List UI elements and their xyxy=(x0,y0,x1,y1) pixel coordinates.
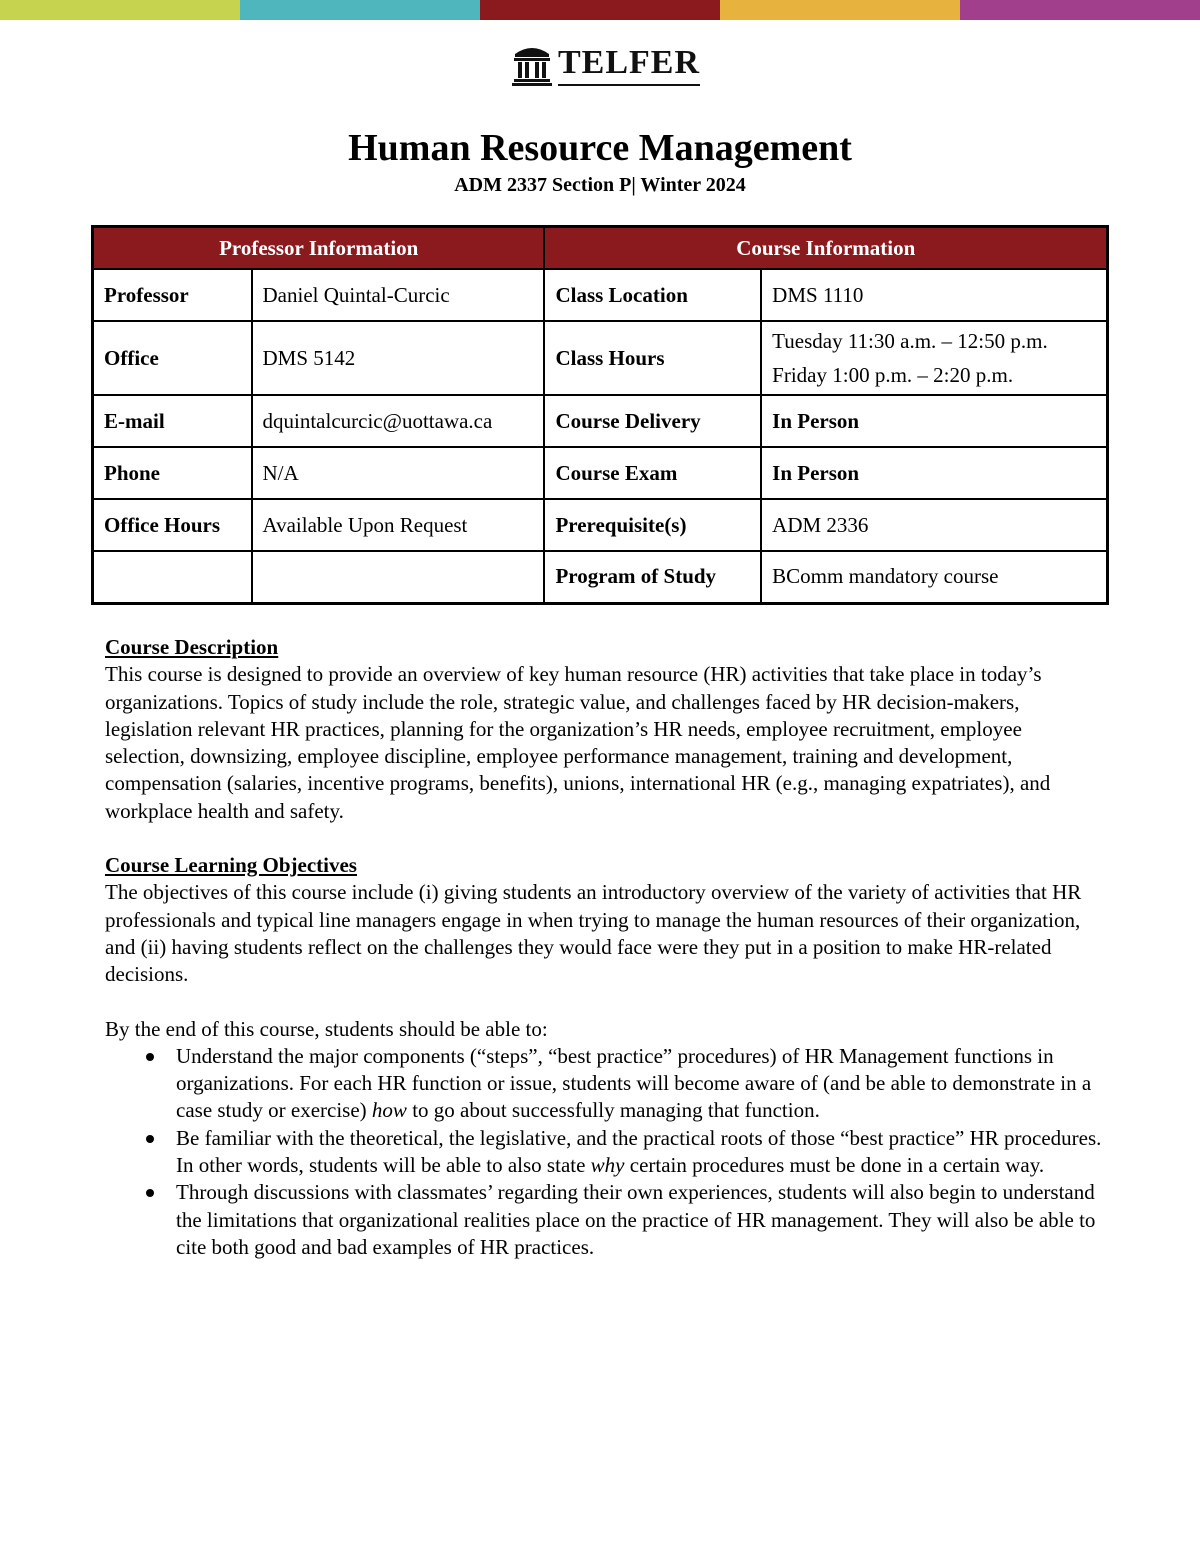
page-title: Human Resource Management xyxy=(348,127,852,169)
table-row xyxy=(93,269,1108,321)
color-segment xyxy=(720,0,960,20)
row-label: E-mail xyxy=(93,395,252,447)
class-hours-line: Friday 1:00 p.m. – 2:20 p.m. xyxy=(772,363,1014,387)
row-label: Phone xyxy=(93,447,252,499)
color-segment xyxy=(480,0,720,20)
class-hours-line: Tuesday 11:30 a.m. – 12:50 p.m. xyxy=(772,329,1048,353)
learning-objectives-text: The objectives of this course include (i) giving students an introductory overview of the variety of activities that HR professionals and typical line managers engage in when trying to manage the human resources of their organization, and (ii) having students reflect on the challenges they would face were they put in a position to make HR-related decisions. xyxy=(105,880,1082,987)
row-value: In Person xyxy=(761,447,1107,499)
logo-wordmark: TELFER xyxy=(558,46,700,86)
table-row xyxy=(93,447,1108,499)
row-value xyxy=(252,551,545,603)
row-value: Daniel Quintal-Curcic xyxy=(252,269,545,321)
row-label: Class Location xyxy=(544,269,761,321)
color-segment xyxy=(0,0,240,20)
objectives-intro: By the end of this course, students should be able to: xyxy=(105,1016,548,1041)
list-item: Through discussions with classmates’ regarding their own experiences, students will also begin to understand the limitations that organizational realities place on the practice of HR management. They will also be able to cite both good and bad examples of HR practices. xyxy=(176,1179,1105,1261)
row-value: DMS 5142 xyxy=(252,321,545,395)
course-info-table xyxy=(91,225,1109,605)
color-segment xyxy=(240,0,480,20)
course-description-heading: Course Description xyxy=(105,635,279,659)
table-row xyxy=(93,499,1108,551)
top-color-bar xyxy=(0,0,1200,20)
table-header-row xyxy=(93,227,1108,270)
row-label: Office Hours xyxy=(93,499,252,551)
row-value: In Person xyxy=(761,395,1107,447)
row-label xyxy=(93,551,252,603)
row-value: N/A xyxy=(252,447,545,499)
list-item: Understand the major components (“steps”, “best practice” procedures) of HR Management functions in organizations. For each HR function or issue, students will become aware of (and be able to demonstrate in a case study or exercise) how to go about successfully managing that function. xyxy=(176,1043,1105,1125)
class-hours-value xyxy=(761,321,1107,395)
row-label: Professor xyxy=(93,269,252,321)
course-info-header: Course Information xyxy=(544,227,1107,270)
row-label: Program of Study xyxy=(544,551,761,603)
syllabus-body xyxy=(105,634,1105,1261)
color-segment xyxy=(960,0,1200,20)
row-value: ADM 2336 xyxy=(761,499,1107,551)
objectives-list xyxy=(105,1043,1105,1261)
row-label: Course Delivery xyxy=(544,395,761,447)
row-label: Prerequisite(s) xyxy=(544,499,761,551)
table-row xyxy=(93,551,1108,603)
learning-objectives-heading: Course Learning Objectives xyxy=(105,853,357,878)
email-value[interactable]: dquintalcurcic@uottawa.ca xyxy=(252,395,545,447)
professor-info-header: Professor Information xyxy=(93,227,545,270)
row-label: Class Hours xyxy=(544,321,761,395)
row-value: Available Upon Request xyxy=(252,499,545,551)
list-item: Be familiar with the theoretical, the legislative, and the practical roots of those “best practice” HR procedures. In other words, students will be able to also state why certain procedures must be done in a certain way. xyxy=(176,1125,1105,1180)
row-value: BComm mandatory course xyxy=(761,551,1107,603)
table-row xyxy=(93,395,1108,447)
row-label: Office xyxy=(93,321,252,395)
row-label: Course Exam xyxy=(544,447,761,499)
telfer-logo xyxy=(512,38,700,86)
table-row xyxy=(93,321,1108,395)
page-subtitle: ADM 2337 Section P| Winter 2024 xyxy=(454,174,746,196)
row-value: DMS 1110 xyxy=(761,269,1107,321)
course-description-text: This course is designed to provide an overview of key human resource (HR) activities that take place in today’s organizations. Topics of study include the role, strategic value, and challenges faced by HR decision-makers, legislation relevant HR practices, planning for the organization’s HR needs, employee recruitment, employee selection, downsizing, employee discipline, employee performance management, training and development, compensation (salaries, incentive programs, benefits), unions, international HR (e.g., managing expatriates), and workplace health and safety. xyxy=(105,662,1051,823)
building-icon xyxy=(512,40,552,86)
